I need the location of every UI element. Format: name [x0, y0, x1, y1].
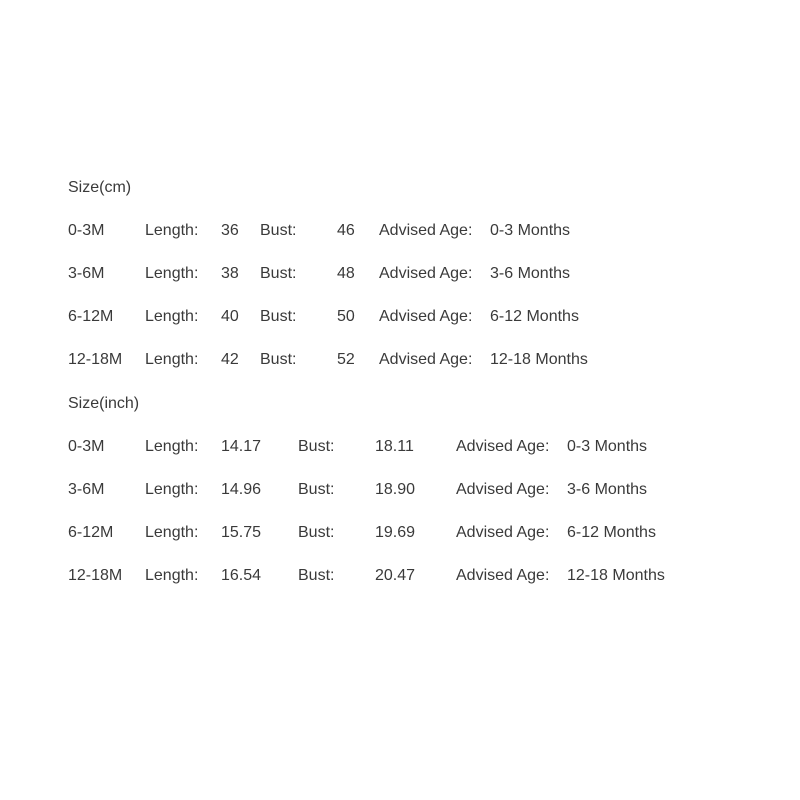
size-label: 12-18M: [68, 567, 123, 584]
bust-label: Bust:: [260, 265, 297, 282]
length-label: Length:: [145, 265, 199, 282]
advised-age-value: 6-12 Months: [490, 308, 579, 325]
size-label: 6-12M: [68, 524, 114, 541]
bust-value: 52: [337, 351, 355, 368]
bust-value: 48: [337, 265, 355, 282]
bust-label: Bust:: [260, 351, 297, 368]
length-label: Length:: [145, 567, 199, 584]
length-label: Length:: [145, 308, 199, 325]
advised-age-value: 12-18 Months: [490, 351, 588, 368]
size-row: [68, 265, 571, 308]
bust-value: 18.90: [375, 481, 416, 498]
length-label: Length:: [145, 481, 199, 498]
bust-label: Bust:: [298, 524, 335, 541]
size-row: [68, 524, 656, 567]
size-row: [68, 481, 648, 524]
size-row: [68, 308, 579, 351]
bust-label: Bust:: [298, 481, 335, 498]
advised-age-value: 12-18 Months: [567, 567, 665, 584]
size-row: [68, 567, 665, 610]
bust-value: 50: [337, 308, 355, 325]
advised-age-value: 6-12 Months: [567, 524, 656, 541]
length-label: Length:: [145, 222, 199, 239]
length-label: Length:: [145, 524, 199, 541]
bust-value: 20.47: [375, 567, 416, 584]
size-label: 3-6M: [68, 481, 105, 498]
size-label: 0-3M: [68, 222, 105, 239]
advised-age-value: 0-3 Months: [567, 438, 648, 455]
size-chart-cm: [68, 179, 588, 394]
size-label: 0-3M: [68, 438, 105, 455]
advised-age-label: Advised Age:: [379, 351, 473, 368]
bust-value: 19.69: [375, 524, 416, 541]
size-cm-heading: Size(cm): [68, 179, 132, 196]
advised-age-label: Advised Age:: [456, 567, 550, 584]
advised-age-value: 3-6 Months: [567, 481, 648, 498]
advised-age-label: Advised Age:: [456, 524, 550, 541]
advised-age-label: Advised Age:: [456, 438, 550, 455]
bust-label: Bust:: [298, 438, 335, 455]
bust-value: 46: [337, 222, 355, 239]
bust-value: 18.11: [375, 438, 414, 455]
length-value: 14.96: [221, 481, 262, 498]
length-value: 15.75: [221, 524, 262, 541]
advised-age-value: 0-3 Months: [490, 222, 571, 239]
size-chart-inch: [68, 395, 665, 610]
length-value: 14.17: [221, 438, 262, 455]
size-label: 3-6M: [68, 265, 105, 282]
advised-age-label: Advised Age:: [379, 222, 473, 239]
advised-age-value: 3-6 Months: [490, 265, 571, 282]
advised-age-label: Advised Age:: [379, 308, 473, 325]
bust-label: Bust:: [260, 222, 297, 239]
length-label: Length:: [145, 351, 199, 368]
size-row: [68, 351, 588, 394]
bust-label: Bust:: [260, 308, 297, 325]
length-value: 40: [221, 308, 239, 325]
size-row: [68, 222, 571, 265]
size-label: 6-12M: [68, 308, 114, 325]
length-value: 36: [221, 222, 239, 239]
bust-label: Bust:: [298, 567, 335, 584]
length-value: 42: [221, 351, 239, 368]
length-value: 16.54: [221, 567, 262, 584]
advised-age-label: Advised Age:: [456, 481, 550, 498]
size-label: 12-18M: [68, 351, 123, 368]
size-row: [68, 438, 648, 481]
length-label: Length:: [145, 438, 199, 455]
size-inch-heading: Size(inch): [68, 395, 140, 412]
advised-age-label: Advised Age:: [379, 265, 473, 282]
length-value: 38: [221, 265, 239, 282]
